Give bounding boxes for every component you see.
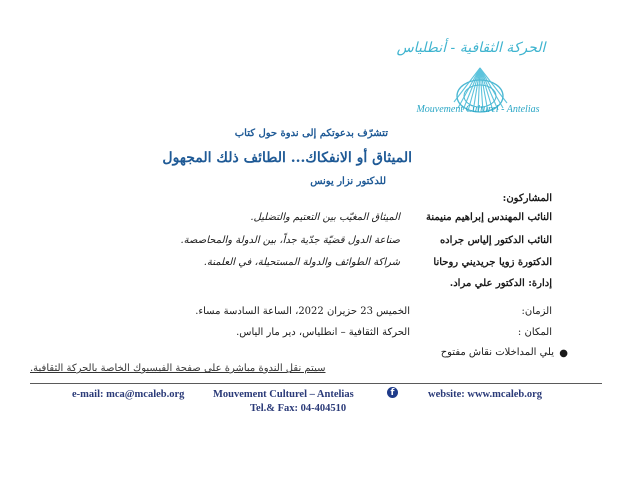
logo-arabic-text: الحركة الثقافية - أنطلياس	[396, 40, 546, 56]
place-value: الحركة الثقافية – انطلياس، دير مار الياس.	[236, 327, 410, 338]
invitation-line: تتشرّف بدعوتكم إلى ندوة حول كتاب	[234, 128, 388, 139]
place-label: المكان :	[517, 327, 552, 338]
bullet-icon: ●	[559, 348, 568, 359]
book-title: الميثاق أو الانفكاك... الطائف ذلك المجهول	[162, 150, 412, 166]
time-value: الخميس 23 حزيران 2022، الساعة السادسة مساء.	[195, 306, 410, 317]
participant-name: النائب الدكتور إلياس جراده	[439, 235, 552, 246]
book-author: للدكتور نزار يونس	[310, 176, 386, 187]
footer-telfax: Tel.& Fax: 04-404510	[250, 403, 347, 414]
logo-latin-text: Mouvement Culturel - Antelias	[416, 104, 540, 115]
footer-email: e-mail: mca@mcaleb.org	[72, 389, 185, 400]
participant-topic: الميثاق المغيّب بين التعتيم والتضليل.	[250, 212, 400, 223]
moderator-line: إدارة: الدكتور علي مراد.	[449, 278, 552, 289]
facebook-broadcast-note: سيتم نقل الندوة مباشرة على صفحة الفيسبوك الخاصة بالحركة الثقافية.	[30, 363, 326, 374]
participant-topic: صناعة الدول قضيّة جدّية جداً، بين الدولة والمحاصصة.	[180, 235, 400, 246]
participant-name: الدكتورة زويا جريديني روحانا	[433, 257, 552, 268]
participants-label: المشاركون:	[502, 193, 552, 204]
open-discussion-note: يلي المداخلات نقاش مفتوح	[440, 347, 554, 358]
footer-website: website: www.mcaleb.org	[428, 389, 543, 400]
participant-topic: شراكة الطوائف والدولة المستحيلة، في العلمنة.	[203, 257, 400, 268]
facebook-icon: f	[387, 387, 398, 398]
participant-name: النائب المهندس إبراهيم منيمنة	[426, 212, 552, 223]
footer-organization: Mouvement Culturel – Antelias	[213, 389, 354, 400]
time-label: الزمان:	[521, 306, 552, 317]
footer-divider	[30, 383, 602, 384]
